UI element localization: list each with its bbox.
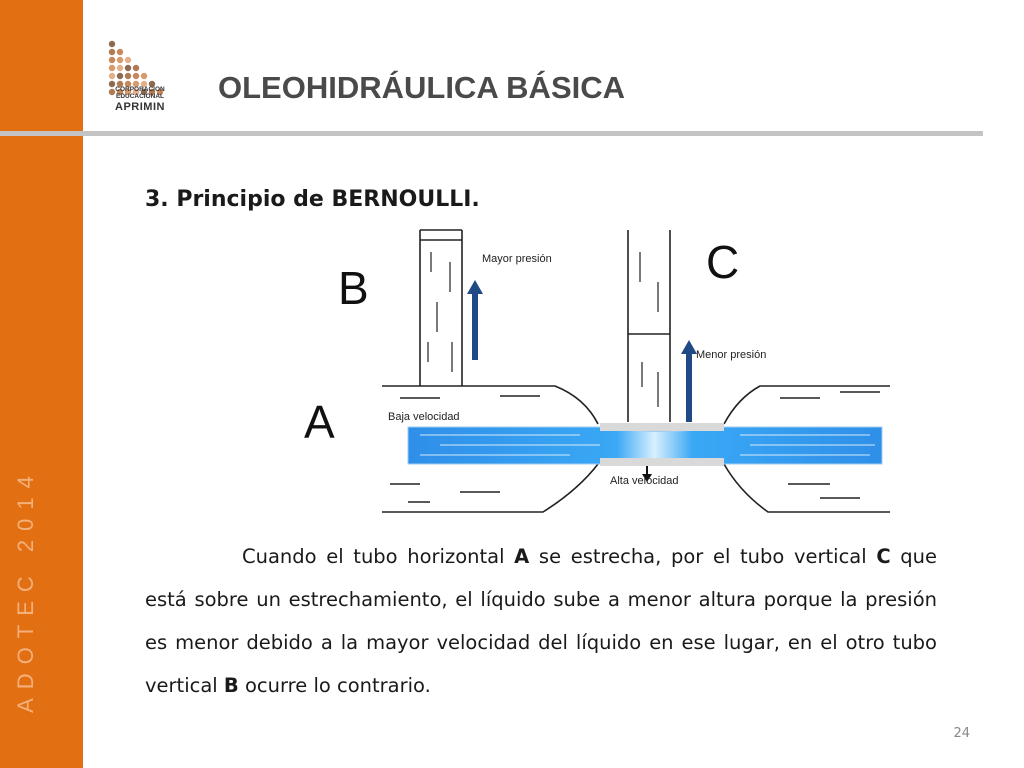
logo-dot [109, 41, 115, 47]
sidebar-text: ADOTEC 2014 [13, 467, 39, 713]
logo-line-corporacion: CORPORACION [115, 86, 165, 93]
body-bold-a: A [514, 545, 530, 568]
body-text-part1: Cuando el tubo horizontal [242, 545, 515, 568]
body-text-part2: se estrecha, por el tubo vertical [529, 545, 877, 568]
logo-dot [109, 65, 115, 71]
logo-dot [133, 65, 139, 71]
logo-dot [133, 73, 139, 79]
header-divider [0, 131, 983, 136]
body-paragraph [145, 535, 937, 707]
tube-b-hatching [428, 252, 452, 372]
label-b: B [338, 262, 369, 314]
vertical-tube-b [420, 230, 462, 386]
body-text-part3: que está sobre un estrechamiento, el líquido sube a menor altura porque la presión es menor debido a la mayor velocidad del líquido en ese lugar, en el otro tubo vertical [145, 545, 938, 697]
logo-dot [117, 65, 123, 71]
logo-dot [125, 73, 131, 79]
logo-dot [109, 49, 115, 55]
logo-dot [117, 49, 123, 55]
baja-velocidad-label: Baja velocidad [388, 411, 460, 423]
label-c: C [706, 236, 740, 288]
arrow-up-b-icon [467, 280, 483, 360]
arrow-up-c-icon [681, 340, 697, 422]
mayor-presion-label: Mayor presión [482, 253, 552, 265]
body-bold-c: C [876, 545, 891, 568]
body-bold-b: B [223, 674, 239, 697]
constriction-top [600, 423, 724, 431]
body-text-part4: ocurre lo contrario. [238, 674, 431, 697]
menor-presion-label: Menor presión [696, 349, 767, 361]
alta-velocidad-label: Alta velocidad [610, 475, 679, 487]
logo-dot [125, 65, 131, 71]
page-title: OLEOHIDRÁULICA BÁSICA [218, 70, 626, 105]
constriction-bottom [600, 458, 724, 466]
bernoulli-diagram [300, 222, 900, 522]
vertical-tube-c [628, 230, 670, 422]
logo-dot [117, 73, 123, 79]
logo-dot [109, 73, 115, 79]
logo-dot [109, 57, 115, 63]
page-number: 24 [953, 726, 970, 741]
logo-line-aprimin: APRIMIN [115, 101, 165, 113]
logo [104, 86, 176, 113]
sidebar [0, 0, 83, 768]
logo-dot [117, 57, 123, 63]
logo-line-educacional: EDUCACIONAL [115, 93, 165, 100]
sidebar-vertical-text [6, 450, 46, 730]
section-heading: 3. Principio de BERNOULLI. [145, 187, 480, 212]
logo-dot [141, 73, 147, 79]
tube-c-hatching [640, 252, 658, 407]
logo-dot [125, 57, 131, 63]
label-a: A [304, 396, 335, 448]
